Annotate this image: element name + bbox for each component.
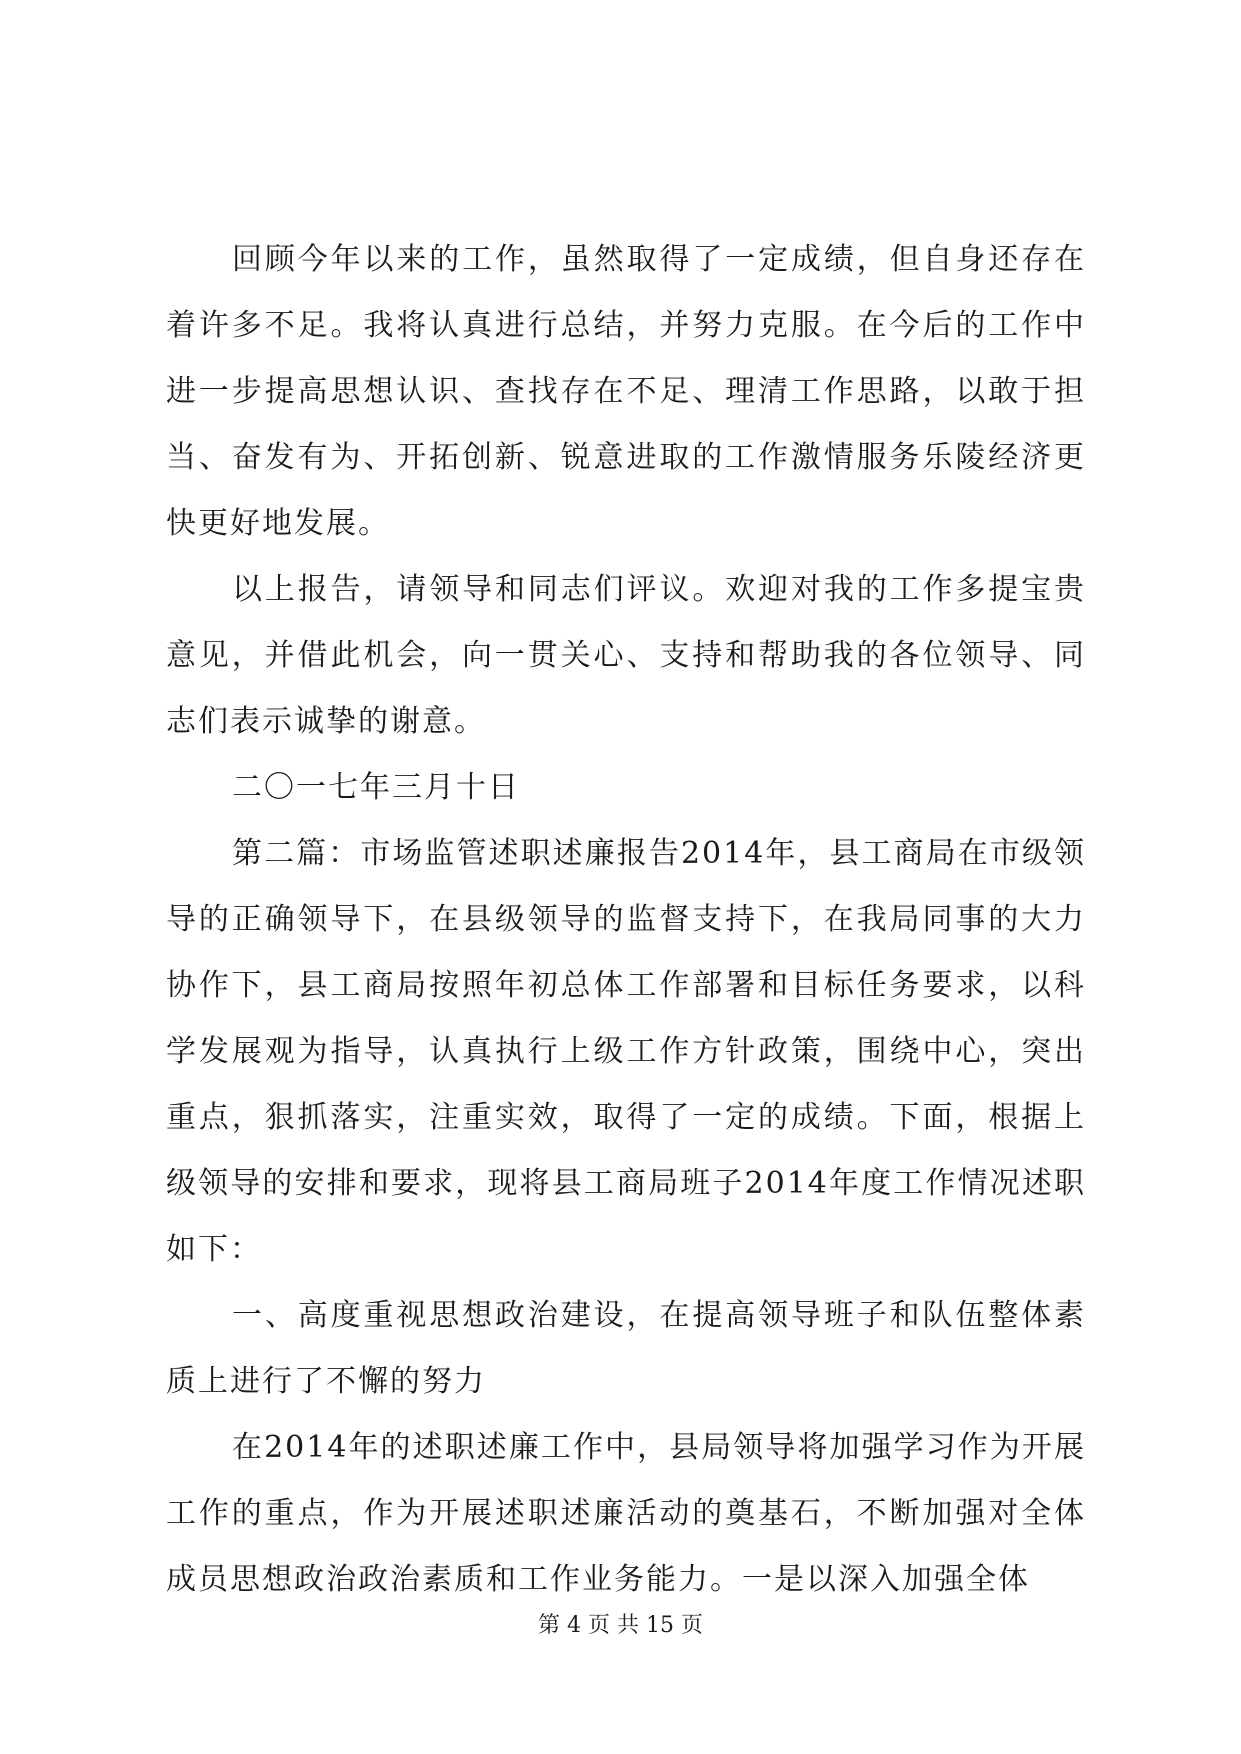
paragraph-section-heading: 一、高度重视思想政治建设，在提高领导班子和队伍整体素质上进行了不懈的努力 xyxy=(166,1298,1086,1399)
paragraph-review: 回顾今年以来的工作，虽然取得了一定成绩，但自身还存在着许多不足。我将认真进行总结，并努力克服。在今后的工作中进一步提高思想认识、查找存在不足、理清工作思路，以敢于担当、奋发有为、开拓创新、锐意进取的工作激情服务乐陵经济更快更好地发展。 xyxy=(166,242,1086,541)
paragraph-second-article: 第二篇：市场监管述职述廉报告2014年，县工商局在市级领导的正确领导下，在县级领导的监督支持下，在我局同事的大力协作下，县工商局按照年初总体工作部署和目标任务要求，以科学发展观为指导，认真执行上级工作方针政策，围绕中心，突出重点，狠抓落实，注重实效，取得了一定的成绩。下面，根据上级领导的安排和要求，现将县工商局班子2014年度工作情况述职如下： xyxy=(166,836,1086,1267)
paragraph-section-body: 在2014年的述职述廉工作中，县局领导将加强学习作为开展工作的重点，作为开展述职述廉活动的奠基石，不断加强对全体成员思想政治政治素质和工作业务能力。一是以深入加强全体 xyxy=(166,1430,1086,1597)
paragraph-date: 二〇一七年三月十日 xyxy=(232,770,520,805)
paragraph-closing: 以上报告，请领导和同志们评议。欢迎对我的工作多提宝贵意见，并借此机会，向一贯关心、支持和帮助我的各位领导、同志们表示诚挚的谢意。 xyxy=(166,572,1086,739)
document-body xyxy=(166,227,1086,1613)
page-number-footer: 第 4 页 共 15 页 xyxy=(538,1613,703,1638)
